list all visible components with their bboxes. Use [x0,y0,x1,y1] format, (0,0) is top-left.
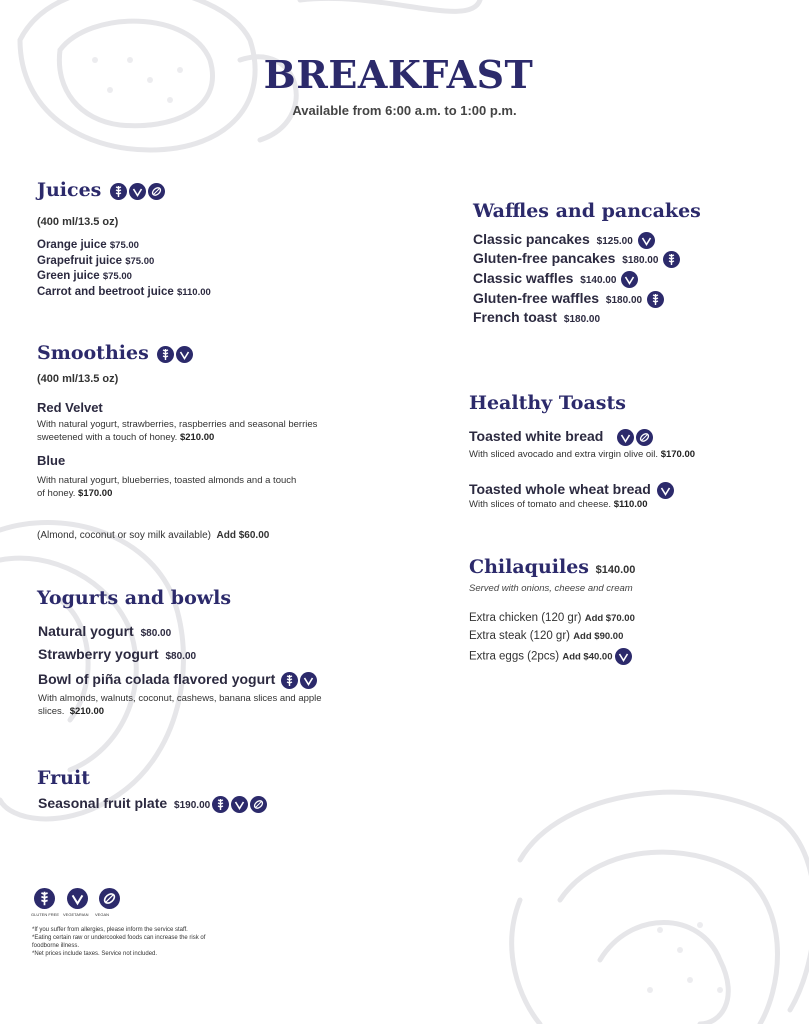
vegetarian-icon [176,346,193,363]
gluten-free-icon [34,888,55,909]
toasts-title: Healthy Toasts [469,392,626,414]
smoothies-title: Smoothies [37,342,149,364]
smoothies-heading [37,342,193,364]
legend [34,888,120,909]
list-item: Classic pancakes $125.00 [473,231,655,249]
list-item: French toast $180.00 [473,309,601,325]
smoothie-description: With natural yogurt, blueberries, toasted almonds and a touch of honey. $170.00 [37,475,297,499]
yogurt-bowl-description: With almonds, walnuts, coconut, cashews, banana slices and apple slices. $210.00 [38,693,322,717]
chilaquiles-description: Served with onions, cheese and cream [469,583,633,594]
gluten-free-icon [110,183,127,200]
smoothie-name: Blue [37,453,66,468]
vegetarian-icon [617,429,634,446]
list-item: Carrot and beetroot juice $110.00 [37,285,211,298]
list-item: Bowl of piña colada flavored yogurt [38,671,317,689]
gluten-free-icon [281,672,298,689]
vegetarian-icon [657,482,674,499]
list-item: Strawberry yogurt $80.00 [38,646,197,662]
fruit-title: Fruit [37,767,90,789]
list-item: Orange juice $75.00 [37,239,139,251]
toast-description: With sliced avocado and extra virgin olive oil. $170.00 [469,449,696,460]
smoothie-description: With natural yogurt, strawberries, raspberries and seasonal berries sweetened with a touch of honey. $210.00 [37,419,318,443]
footer-notes: *If you suffer from allergies, please inform the service staff. *Eating certain raw or undercooked foods can increase the risk of foodborne illness. *Net prices include taxes. Service not included. [32,927,206,957]
gluten-free-icon [157,346,174,363]
list-item: Toasted whole wheat bread [469,481,674,499]
list-item: Seasonal fruit plate $190.00 [38,795,267,813]
vegan-icon [148,183,165,200]
milk-note: (Almond, coconut or soy milk available) Add $60.00 [37,530,270,541]
yogurts-title: Yogurts and bowls [37,587,232,609]
legend-label-gluten-free: GLUTEN FREE [31,912,60,917]
list-item: Grapefruit juice $75.00 [37,254,155,267]
legend-label-vegan: VEGAN [95,912,110,917]
vegan-icon [250,796,267,813]
legend-label-vegetarian: VEGETARIAN [63,912,89,917]
vegetarian-icon [129,183,146,200]
chilaquiles-heading: Chilaquiles $140.00 [469,556,636,578]
menu-title: BREAKFAST [263,52,534,97]
juices-heading [37,179,165,201]
vegetarian-icon [638,232,655,249]
list-item: Gluten-free pancakes $180.00 [473,250,680,268]
vegetarian-icon [621,271,638,288]
juices-list [37,238,211,300]
vegan-icon [99,888,120,909]
list-item: Extra chicken (120 gr) Add $70.00 [469,612,635,624]
vegetarian-icon [300,672,317,689]
smoothie-name: Red Velvet [37,400,103,415]
toast-description: With slices of tomato and cheese. $110.00 [469,499,648,510]
gluten-free-icon [663,251,680,268]
juices-size: (400 ml/13.5 oz) [37,216,119,228]
vegetarian-icon [615,648,632,665]
juices-title: Juices [37,179,102,201]
list-item: Green juice $75.00 [37,270,132,282]
gluten-free-icon [212,796,229,813]
availability-hours: Available from 6:00 a.m. to 1:00 p.m. [292,103,517,118]
list-item: Natural yogurt $80.00 [38,623,172,639]
list-item: Extra eggs (2pcs) Add $40.00 [469,648,632,665]
list-item: Toasted white bread [469,428,653,446]
list-item: Classic waffles $140.00 [473,270,638,288]
waffles-title: Waffles and pancakes [473,200,701,222]
vegetarian-icon [231,796,248,813]
vegetarian-icon [67,888,88,909]
gluten-free-icon [647,291,664,308]
list-item: Gluten-free waffles $180.00 [473,290,664,308]
vegan-icon [636,429,653,446]
list-item: Extra steak (120 gr) Add $90.00 [469,630,624,642]
smoothies-size: (400 ml/13.5 oz) [37,373,119,385]
